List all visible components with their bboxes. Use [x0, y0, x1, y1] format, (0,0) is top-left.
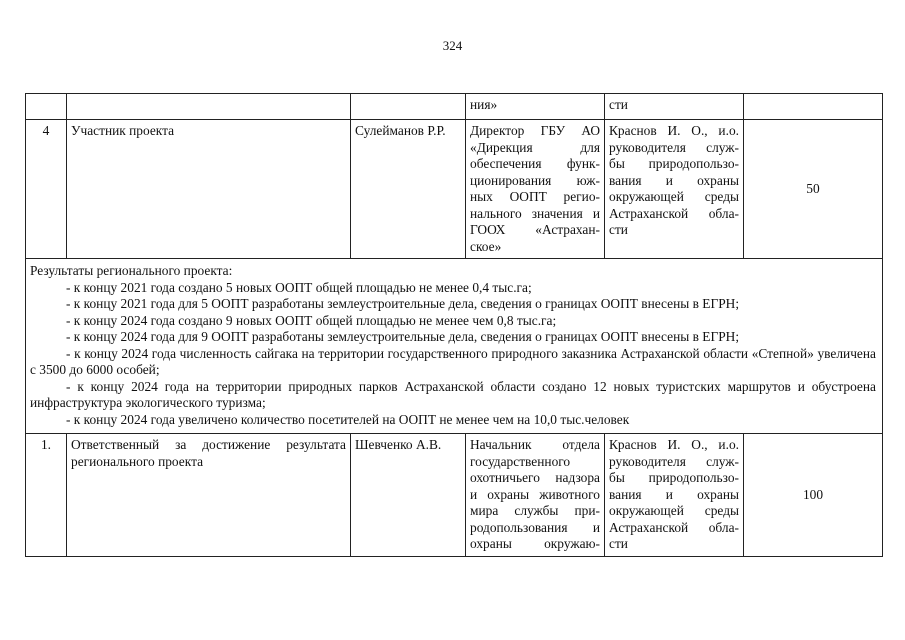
- cell-position: [466, 120, 605, 259]
- results-cell: [26, 259, 883, 434]
- cell-role: [67, 94, 351, 120]
- cell-num: 4: [26, 120, 67, 259]
- supervisor-line: Астраханской обла-: [609, 205, 739, 221]
- cell-num: [26, 94, 67, 120]
- results-title: Результаты регионального проекта:: [30, 263, 233, 278]
- supervisor-line: Краснов И. О., и.о.: [609, 123, 739, 138]
- cell-name: [351, 94, 466, 120]
- cell-percent: 50: [744, 120, 883, 259]
- cell-supervisor: сти: [605, 94, 744, 120]
- cell-role: Ответственный за достижение результата регионального проекта: [67, 434, 351, 557]
- position-line: «Дирекция для: [470, 139, 600, 155]
- supervisor-line: окружающей среды: [609, 503, 739, 518]
- position-line: ционирования юж-: [470, 172, 600, 188]
- position-line: ГООХ «Астрахан-: [470, 222, 600, 237]
- cell-num: 1.: [26, 434, 67, 557]
- cell-role: Участник проекта: [67, 120, 351, 259]
- supervisor-line: сти: [609, 222, 628, 237]
- result-item: - к концу 2021 года создано 5 новых ООПТ общей площадью не менее 0,4 тыс.га;: [66, 279, 532, 295]
- supervisor-line: руководителя служ-: [609, 139, 739, 155]
- supervisor-line: вания и охраны: [609, 172, 739, 188]
- cell-percent: [744, 94, 883, 120]
- table-row-responsible: [26, 434, 883, 557]
- result-item: - к концу 2021 года для 5 ООПТ разработаны землеустроительные дела, сведения о границах ООПТ внесены в ЕГРН;: [66, 296, 740, 311]
- cell-supervisor: [605, 120, 744, 259]
- result-item: - к концу 2024 года на территории природных парков Астраханской области создано 12 новых туристских маршрутов и обустроена инфраструктура экологического туризма;: [30, 378, 876, 410]
- position-line: охраны окружаю-: [470, 536, 600, 551]
- position-line: обеспечения функ-: [470, 156, 600, 171]
- supervisor-line: окружающей среды: [609, 189, 739, 204]
- supervisor-line: руководителя служ-: [609, 453, 739, 469]
- supervisor-line: бы природопользо-: [609, 470, 739, 485]
- cell-name: Шевченко А.В.: [351, 434, 466, 557]
- table-row-continuation: [26, 94, 883, 120]
- cell-supervisor: [605, 434, 744, 557]
- position-line: родопользования и: [470, 519, 600, 535]
- position-line: государственного: [470, 453, 571, 469]
- supervisor-line: сти: [609, 536, 628, 551]
- result-item: - к концу 2024 года для 9 ООПТ разработаны землеустроительные дела, сведения о границах ООПТ внесены в ЕГРН;: [66, 329, 740, 344]
- position-line: ных ООПТ регио-: [470, 189, 600, 204]
- page-number: 324: [442, 38, 463, 53]
- position-line: и охраны животного: [470, 486, 600, 502]
- cell-name: Сулейманов Р.Р.: [351, 120, 466, 259]
- result-item: - к концу 2024 года создано 9 новых ООПТ общей площадью не менее чем 0,8 тыс.га;: [66, 312, 557, 328]
- position-line: охотничьего надзора: [470, 470, 600, 485]
- position-line: ское»: [470, 238, 502, 254]
- supervisor-line: Астраханской обла-: [609, 519, 739, 535]
- position-line: Начальник отдела: [470, 437, 600, 452]
- position-line: мира службы при-: [470, 503, 600, 518]
- cell-position: [466, 434, 605, 557]
- supervisor-line: вания и охраны: [609, 486, 739, 502]
- supervisor-line: бы природопользо-: [609, 156, 739, 171]
- position-line: нального значения и: [470, 205, 600, 221]
- result-item: - к концу 2024 года численность сайгака на территории государственного природного заказника Астраханской области «Степной» увеличена с 3500 до 6000 особей;: [30, 345, 876, 377]
- project-participants-table: [25, 93, 883, 557]
- supervisor-line: Краснов И. О., и.о.: [609, 437, 739, 452]
- table-row-participant: [26, 120, 883, 259]
- table-row-results: [26, 259, 883, 434]
- cell-percent: 100: [744, 434, 883, 557]
- position-line: Директор ГБУ АО: [470, 123, 600, 138]
- cell-position: ния»: [466, 94, 605, 120]
- result-item: - к концу 2024 года увеличено количество посетителей на ООПТ не менее чем на 10,0 тыс.человек: [66, 411, 630, 427]
